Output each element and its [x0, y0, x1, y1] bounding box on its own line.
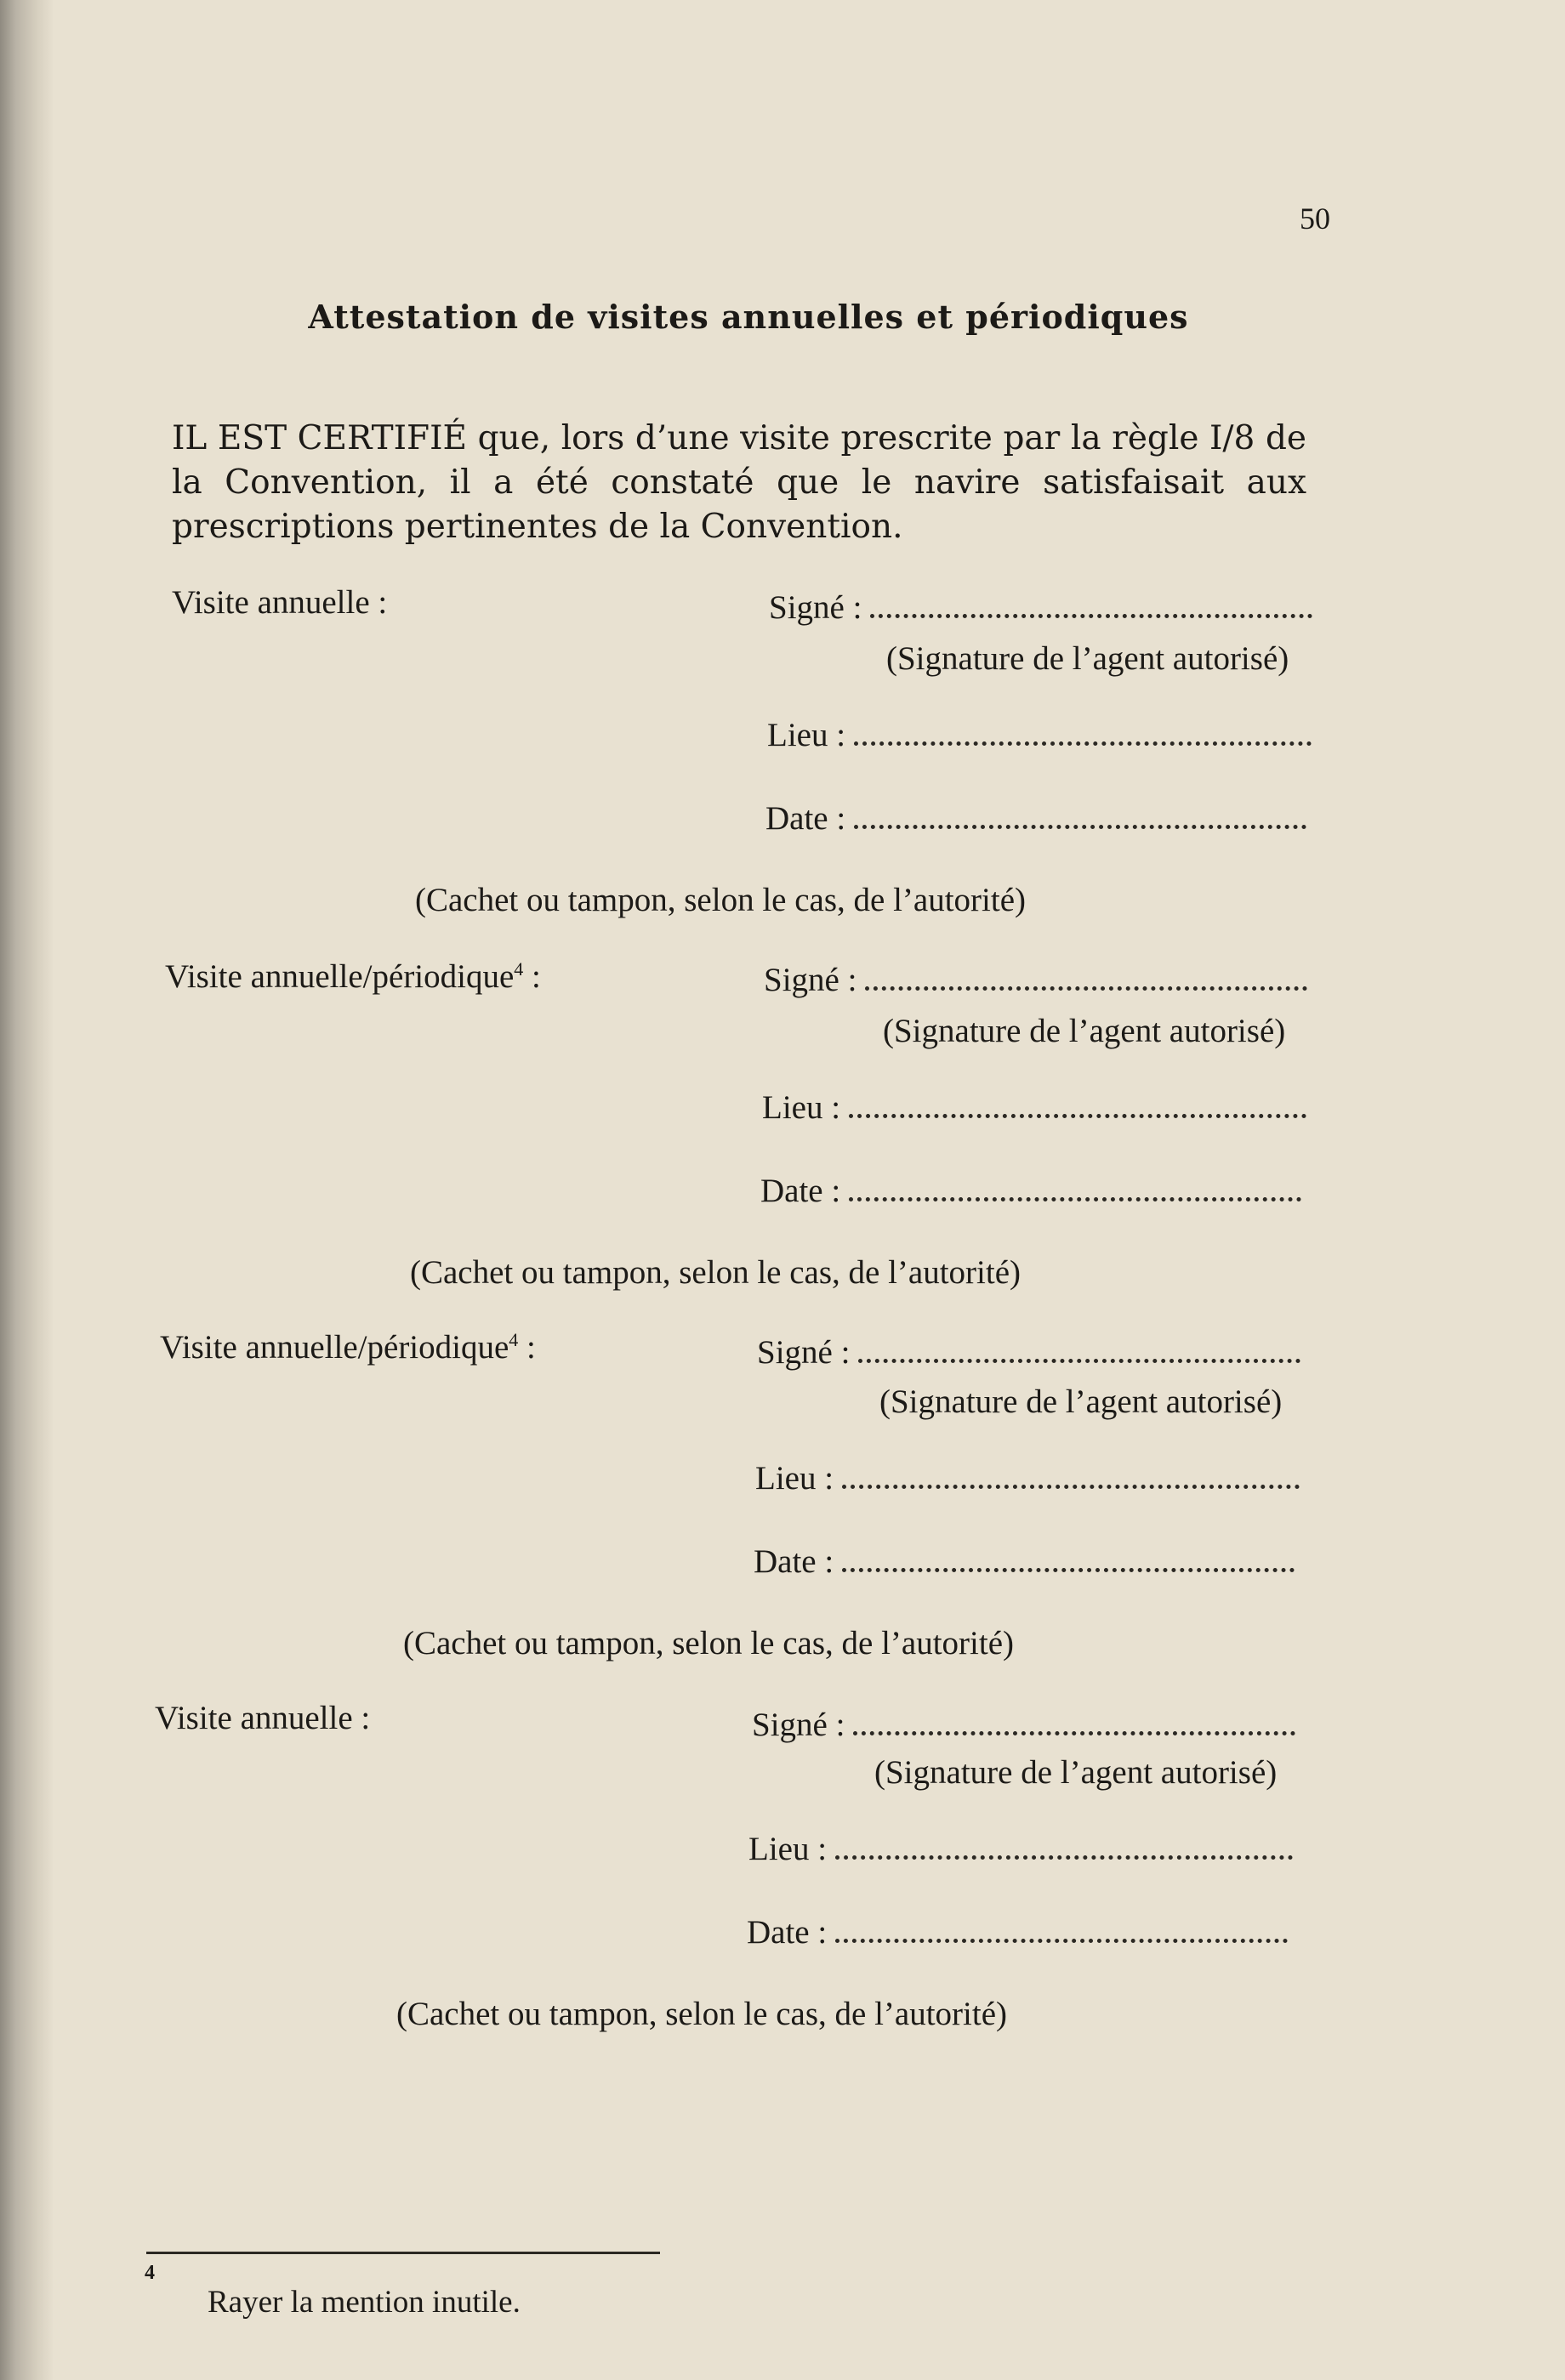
visit-3-label: Visite annuelle/périodique$^4$ :: [160, 1329, 536, 1366]
certification-text: IL EST CERTIFIÉ que, lors d’une visite prescrite par la règle I/8 de la Convention, il a été constaté que le navire satisfaisait aux prescriptions pertinentes de la Convention.: [172, 419, 1306, 546]
visit-4-place-field[interactable]: Lieu :: [748, 1830, 1293, 1868]
visit-3-signed-field[interactable]: Signé :: [757, 1333, 1300, 1372]
visit-2-place-field[interactable]: Lieu :: [762, 1088, 1306, 1127]
visit-2-signed-field[interactable]: Signé :: [764, 961, 1307, 999]
footnote-mark: 4: [145, 2262, 155, 2284]
visit-3-stamp-caption: (Cachet ou tampon, selon le cas, de l’autorité): [403, 1625, 1014, 1661]
visit-1-label: Visite annuelle :: [172, 584, 388, 621]
visit-2-label: Visite annuelle/périodique$^4$ :: [165, 958, 541, 995]
footnote-text: Rayer la mention inutile.: [208, 2285, 521, 2320]
visit-3-place-field[interactable]: Lieu :: [755, 1459, 1300, 1497]
visit-1-place-field[interactable]: Lieu :: [767, 716, 1312, 754]
visit-4-date-field[interactable]: Date :: [747, 1913, 1288, 1951]
visit-3-signature-caption: (Signature de l’agent autorisé): [879, 1383, 1283, 1420]
visit-4-signature-caption: (Signature de l’agent autorisé): [874, 1754, 1278, 1791]
visit-2-signature-caption: (Signature de l’agent autorisé): [883, 1013, 1286, 1049]
visit-4-stamp-caption: (Cachet ou tampon, selon le cas, de l’autorité): [396, 1996, 1007, 2032]
visit-1-signature-caption: (Signature de l’agent autorisé): [886, 640, 1289, 677]
visit-1-signed-field[interactable]: Signé :: [769, 588, 1312, 627]
page-title: Attestation de visites annuelles et périodiques: [308, 298, 1189, 336]
visit-2-stamp-caption: (Cachet ou tampon, selon le cas, de l’autorité): [410, 1254, 1021, 1291]
visit-3-date-field[interactable]: Date :: [754, 1542, 1295, 1581]
visit-1-date-field[interactable]: Date :: [765, 799, 1306, 838]
visit-1-stamp-caption: (Cachet ou tampon, selon le cas, de l’autorité): [415, 882, 1026, 918]
visit-2-date-field[interactable]: Date :: [760, 1172, 1301, 1210]
footnote-divider: [146, 2252, 660, 2254]
visit-4-label: Visite annuelle :: [155, 1700, 371, 1736]
visit-4-signed-field[interactable]: Signé :: [752, 1706, 1295, 1744]
page-number: 50: [1300, 202, 1330, 236]
